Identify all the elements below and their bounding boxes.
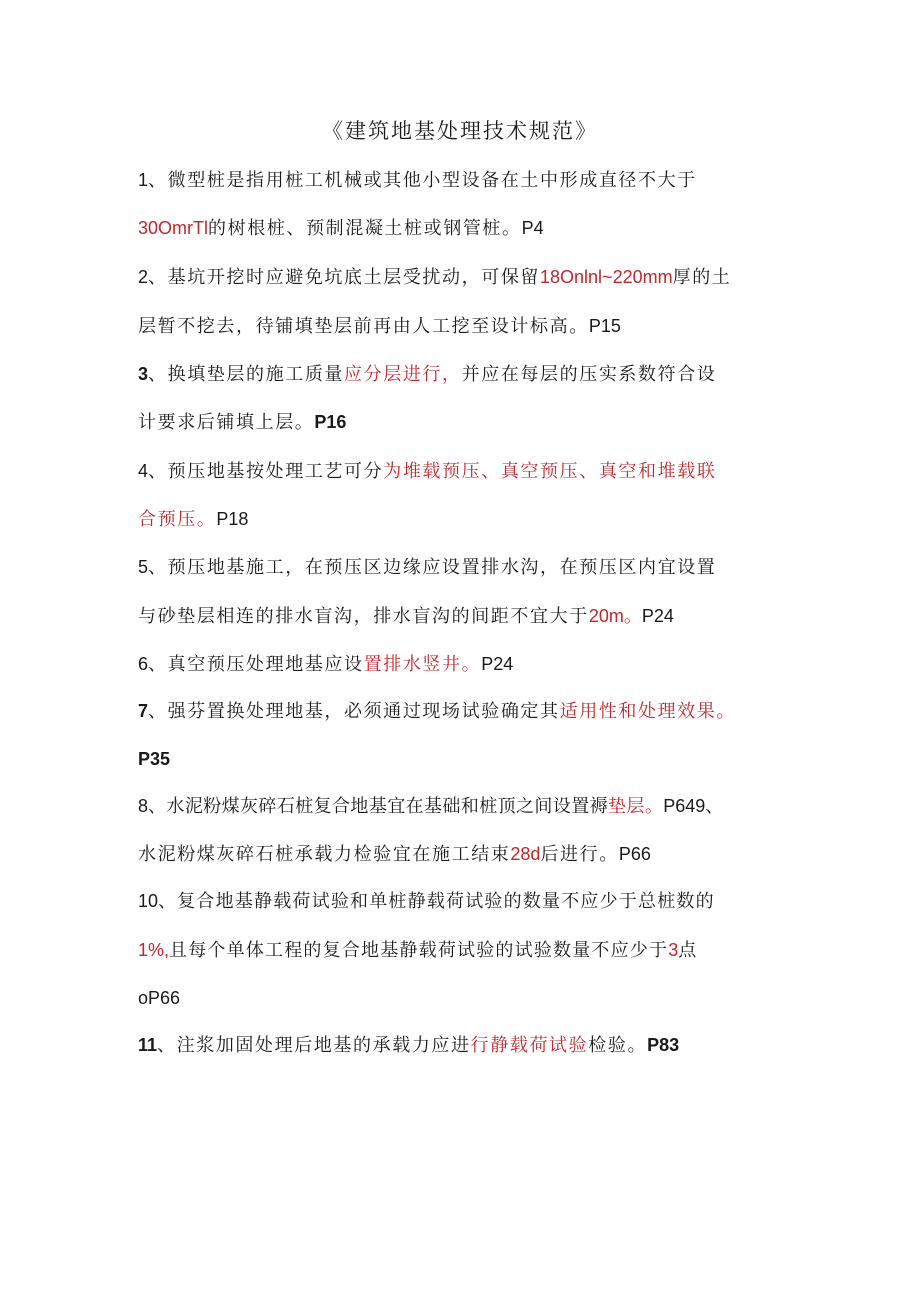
- highlight-text: 垫层。: [608, 796, 664, 817]
- item-text: 、预压地基按处理工艺可分: [148, 461, 384, 482]
- page-reference: P4: [521, 218, 544, 238]
- item-1-line-2: [138, 214, 798, 243]
- highlight-text: 20m。: [588, 606, 642, 626]
- page-reference: P16: [314, 412, 347, 432]
- highlight-text: 行静载荷试验: [470, 1035, 589, 1056]
- highlight-text: 30OmrTl: [138, 218, 209, 238]
- highlight-text: 应分层进行，: [344, 364, 462, 385]
- item-text: 水泥粉煤灰碎石桩承载力检验宜在施工结束: [138, 844, 511, 865]
- item-text: 、注浆加固处理后地基的承载力应进: [157, 1035, 471, 1056]
- item-number: 3: [138, 364, 149, 384]
- item-text: 、真空预压处理地基应设: [148, 654, 364, 675]
- item-6-line-1: [138, 650, 798, 679]
- item-number: 2: [138, 267, 149, 287]
- item-text: 、强芬置换处理地基，必须通过现场试验确定其: [148, 701, 560, 722]
- item-number: 4: [138, 461, 149, 481]
- page-reference: P35: [138, 749, 171, 769]
- item-text: 计要求后铺填上层。: [138, 412, 315, 433]
- item-text: 与砂垫层相连的排水盲沟，排水盲沟的间距不宜大于: [138, 606, 589, 627]
- highlight-text: 适用性和处理效果。: [559, 701, 737, 722]
- highlight-text: 合预压。: [138, 509, 217, 530]
- item-text: 、水泥粉煤灰碎石桩复合地基宜在基础和桩顶之间设置褥: [148, 796, 609, 817]
- item-text: 检验。: [588, 1035, 648, 1056]
- item-text: 、复合地基静载荷试验和单桩静载荷试验的数量不应少于总桩数的: [158, 891, 715, 912]
- item-number: 1: [138, 170, 149, 190]
- page-reference: P15: [588, 316, 621, 336]
- item-text: 并应在每层的压实系数符合设: [461, 364, 717, 385]
- item-4-line-2: [138, 505, 798, 534]
- highlight-text: 28d: [510, 844, 541, 864]
- item-7-line-2: [138, 745, 798, 774]
- item-text: 的树根桩、预制混凝土桩或钢管桩。: [208, 218, 522, 239]
- item-text: 厚的土: [672, 267, 732, 288]
- highlight-text: 3: [668, 940, 679, 960]
- item-text: 、基坑开挖时应避免坑底土层受扰动，可保留: [148, 267, 541, 288]
- item-4-line-1: [138, 457, 798, 486]
- item-8-line-1: [138, 792, 798, 821]
- item-3-line-2: [138, 408, 798, 437]
- item-11-line-1: [138, 1031, 798, 1060]
- page-reference: P24: [481, 654, 514, 674]
- item-5-line-2: [138, 602, 798, 631]
- item-text: 、微型桩是指用桩工机械或其他小型设备在土中形成直径不大于: [148, 170, 697, 191]
- item-number: 5: [138, 557, 149, 577]
- item-text: 、换填垫层的施工质量: [148, 364, 345, 385]
- item-number: 10: [138, 891, 159, 911]
- highlight-text: 为堆载预压、真空预压、真空和堆载联: [383, 461, 717, 482]
- item-1-line-1: [138, 166, 798, 195]
- highlight-text: 18Onlnl~220mm: [540, 267, 673, 287]
- item-number: 7: [138, 701, 149, 721]
- item-9-line: [138, 840, 798, 869]
- item-7-line-1: [138, 697, 798, 726]
- page-reference: P66: [618, 844, 651, 864]
- item-number: 11: [138, 1035, 158, 1055]
- item-10-line-3: [138, 984, 798, 1013]
- item-text: 、: [705, 796, 724, 817]
- item-2-line-2: [138, 312, 798, 341]
- page-reference: P24: [641, 606, 674, 626]
- page-reference: P83: [647, 1035, 680, 1055]
- highlight-text: 置排水竖井。: [363, 654, 482, 675]
- item-10-line-1: [138, 887, 798, 916]
- item-text: 点: [678, 940, 698, 961]
- highlight-text: 1%,: [138, 940, 170, 960]
- item-5-line-1: [138, 553, 798, 582]
- document-title: 《建筑地基处理技术规范》: [322, 119, 598, 143]
- item-2-line-1: [138, 263, 798, 292]
- item-text: 、预压地基施工，在预压区边缘应设置排水沟，在预压区内宜设置: [148, 557, 717, 578]
- item-number: 8: [138, 796, 149, 816]
- item-3-line-1: [138, 360, 798, 389]
- page-reference: P649: [663, 796, 706, 816]
- item-text: 层暂不挖去，待铺填垫层前再由人工挖至设计标高。: [138, 316, 589, 337]
- item-number: 6: [138, 654, 149, 674]
- item-text: 且每个单体工程的复合地基静载荷试验的试验数量不应少于: [169, 940, 669, 961]
- page-reference: oP66: [138, 988, 181, 1008]
- item-text: 后进行。: [540, 844, 619, 865]
- item-10-line-2: [138, 936, 798, 965]
- page-reference: P18: [216, 509, 249, 529]
